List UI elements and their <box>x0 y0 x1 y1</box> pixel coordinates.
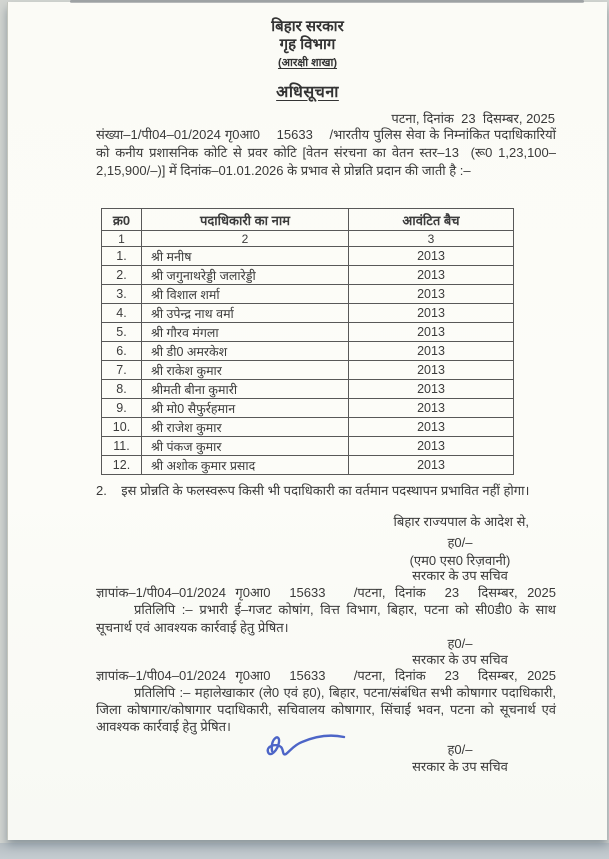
serial-cell: 5. <box>102 323 142 342</box>
serial-cell: 1. <box>102 247 142 266</box>
memo-ref-line-2: ज्ञापांक–1/पी04–01/2024 गृ0आ0 15633 /पटना, दिनांक 23 दिसम्बर, 2025 <box>96 668 556 683</box>
batch-cell: 2013 <box>349 456 514 475</box>
signatory-name: (एम0 एस0 रिज़वानी) <box>409 552 511 568</box>
batch-cell: 2013 <box>349 266 514 285</box>
table-row <box>102 285 514 304</box>
officer-name-cell: श्रीमती बीना कुमारी <box>142 380 349 399</box>
officer-name-header: पदाधिकारी का नाम <box>142 209 349 231</box>
table-row <box>102 437 514 456</box>
batch-cell: 2013 <box>349 304 514 323</box>
officer-name-cell: श्री उपेन्द्र नाथ वर्मा <box>142 304 349 323</box>
batch-cell: 2013 <box>349 418 514 437</box>
table-row <box>102 456 514 475</box>
serial-cell: 4. <box>102 304 142 323</box>
officer-name-cell: श्री जगुनाथरेड्डी जलारेड्डी <box>142 266 349 285</box>
branch-name: (आरक्षी शाखा) <box>277 57 338 69</box>
officer-name-cell: श्री गौरव मंगला <box>142 323 349 342</box>
serial-cell: 9. <box>102 399 142 418</box>
officer-name-cell: श्री मनीष <box>142 247 349 266</box>
batch-cell: 2013 <box>349 285 514 304</box>
serial-header: क्र0 <box>102 209 142 231</box>
batch-cell: 2013 <box>349 380 514 399</box>
batch-cell: 2013 <box>349 247 514 266</box>
notification-document-page <box>7 2 607 840</box>
serial-cell: 11. <box>102 437 142 456</box>
table-row <box>102 304 514 323</box>
document-header <box>8 18 607 102</box>
table-row <box>102 418 514 437</box>
table-row <box>102 266 514 285</box>
copy-paragraph-1: प्रतिलिपि :– प्रभारी ई–गजट कोषांग, वित्त विभाग, बिहार, पटना को सी0डी0 के साथ सूचनार्थ एवं आवश्यक कार्रवाई हेतु प्रेषित। <box>96 602 556 635</box>
serial-cell: 6. <box>102 342 142 361</box>
serial-cell: 12. <box>102 456 142 475</box>
officer-name-cell: श्री पंकज कुमार <box>142 437 349 456</box>
column-number-row <box>102 231 514 247</box>
table-header-row <box>102 209 514 231</box>
signature-stroke <box>268 736 344 755</box>
signatory-designation: सरकार के उप सचिव <box>412 652 508 667</box>
allotted-batch-header: आवंटित बैच <box>349 209 514 231</box>
memo-ref-line-1: ज्ञापांक–1/पी04–01/2024 गृ0आ0 15633 /पटना, दिनांक 23 दिसम्बर, 2025 <box>96 585 556 600</box>
column-number: 3 <box>349 231 514 247</box>
serial-cell: 7. <box>102 361 142 380</box>
signatory-designation: सरकार के उप सचिव <box>412 568 508 583</box>
officer-name-cell: श्री राकेश कुमार <box>142 361 349 380</box>
batch-cell: 2013 <box>349 399 514 418</box>
batch-cell: 2013 <box>349 437 514 456</box>
serial-cell: 3. <box>102 285 142 304</box>
serial-cell: 10. <box>102 418 142 437</box>
clause-2-paragraph: 2. इस प्रोन्नति के फलस्वरूप किसी भी पदाधिकारी का वर्तमान पदस्थापन प्रभावित नहीं होगा। <box>96 483 530 498</box>
sd-line: ह0/– <box>447 535 473 550</box>
opening-paragraph: संख्या–1/पी04–01/2024 गृ0आ0 15633 /भारतीय पुलिस सेवा के निम्नांकित पदाधिकारियों को कनीय प्रशासनिक कोटि से प्रवर कोटि [वेतन संरचना का वेतन स्तर–13 (रू0 1,23,100–2,15,900/–)] में दिनांक–01.01.2026 के प्रभाव से प्रोन्नति प्रदान की जाती है :– <box>96 127 556 178</box>
officers-table <box>101 208 514 475</box>
signatory-designation: सरकार के उप सचिव <box>412 759 508 774</box>
table-row <box>102 323 514 342</box>
column-number: 2 <box>142 231 349 247</box>
sd-line: ह0/– <box>447 742 473 757</box>
table-row <box>102 361 514 380</box>
officer-name-cell: श्री मो0 सैफुर्रहमान <box>142 399 349 418</box>
signature-block-1 <box>374 535 546 584</box>
table-row <box>102 342 514 361</box>
officer-name-cell: श्री अशोक कुमार प्रसाद <box>142 456 349 475</box>
column-number: 1 <box>102 231 142 247</box>
signature-block-3 <box>374 741 546 775</box>
serial-cell: 2. <box>102 266 142 285</box>
handwritten-signature-scribble <box>256 729 352 765</box>
batch-cell: 2013 <box>349 323 514 342</box>
officer-name-cell: श्री डी0 अमरकेश <box>142 342 349 361</box>
signature-block-2 <box>374 636 546 668</box>
place-date-line: पटना, दिनांक 23 दिसम्बर, 2025 <box>391 111 555 126</box>
notification-title: अधिसूचना <box>276 84 339 101</box>
by-order-line: बिहार राज्यपाल के आदेश से, <box>393 514 529 529</box>
copy-paragraph-2: प्रतिलिपि :– महालेखाकार (ले0 एवं ह0), बिहार, पटना/संबंधित सभी कोषागार पदाधिकारी, जिला कोषागार/कोषागार पदाधिकारी, सचिवालय कोषागार, सिंचाई भवन, पटना को सूचनार्थ एवं आवश्यक कार्रवाई हेतु प्रेषित। <box>96 685 556 734</box>
officer-name-cell: श्री विशाल शर्मा <box>142 285 349 304</box>
department-name: गृह विभाग <box>279 36 336 53</box>
table-row <box>102 247 514 266</box>
table-row <box>102 380 514 399</box>
table-row <box>102 399 514 418</box>
batch-cell: 2013 <box>349 342 514 361</box>
sd-line: ह0/– <box>447 636 473 651</box>
officer-name-cell: श्री राजेश कुमार <box>142 418 349 437</box>
serial-cell: 8. <box>102 380 142 399</box>
government-name: बिहार सरकार <box>271 18 344 35</box>
batch-cell: 2013 <box>349 361 514 380</box>
table-body <box>102 247 514 475</box>
